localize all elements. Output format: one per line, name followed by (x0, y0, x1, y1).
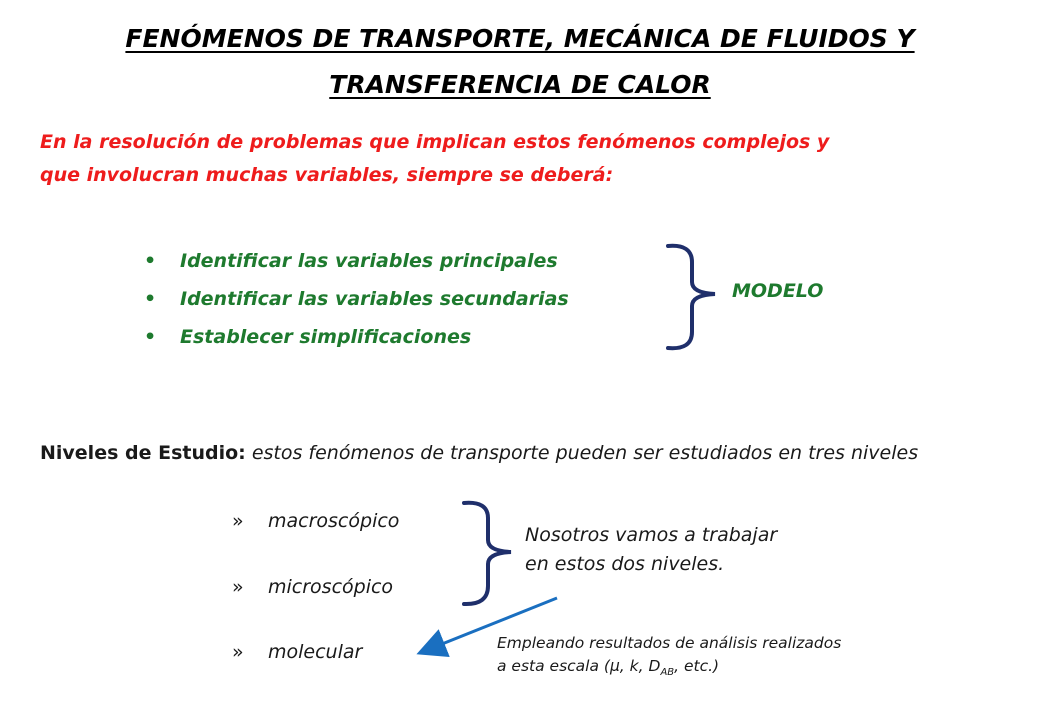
arrow-icon (422, 598, 557, 652)
niveles-label: Niveles de Estudio: (40, 442, 246, 464)
level-label: macroscópico (268, 510, 400, 532)
page-title-line-2: TRANSFERENCIA DE CALOR (329, 70, 711, 99)
bullet-item: • Identificar las variables secundarias (142, 280, 569, 318)
modelo-brace-icon (668, 246, 715, 348)
levels-brace-icon (464, 503, 511, 604)
level-label: molecular (268, 641, 363, 663)
molecular-note-line-2: a esta escala (μ, k, $D_{AB}$, etc.) (497, 657, 720, 679)
level-marker: » (232, 576, 244, 598)
intro-line-2: que involucran muchas variables, siempre se deberá: (40, 164, 614, 186)
molecular-note-line-1: Empleando resultados de análisis realizados (497, 634, 842, 652)
level-label: microscópico (268, 576, 394, 598)
bullet-item: • Establecer simplificaciones (142, 318, 569, 356)
intro-line-1: En la resolución de problemas que implican estos fenómenos complejos y (40, 131, 830, 153)
bullet-item: • Identificar las variables principales (142, 242, 569, 280)
modelo-label: MODELO (732, 280, 824, 302)
niveles-text: estos fenómenos de transporte pueden ser estudiados en tres niveles (245, 442, 919, 464)
levels-note-line-1: Nosotros vamos a trabajar (525, 524, 778, 546)
level-marker: » (232, 510, 244, 532)
page-title-line-1: FENÓMENOS DE TRANSPORTE, MECÁNICA DE FLUIDOS Y (125, 24, 915, 53)
levels-note-line-2: en estos dos niveles. (525, 553, 725, 575)
level-marker: » (232, 641, 244, 663)
